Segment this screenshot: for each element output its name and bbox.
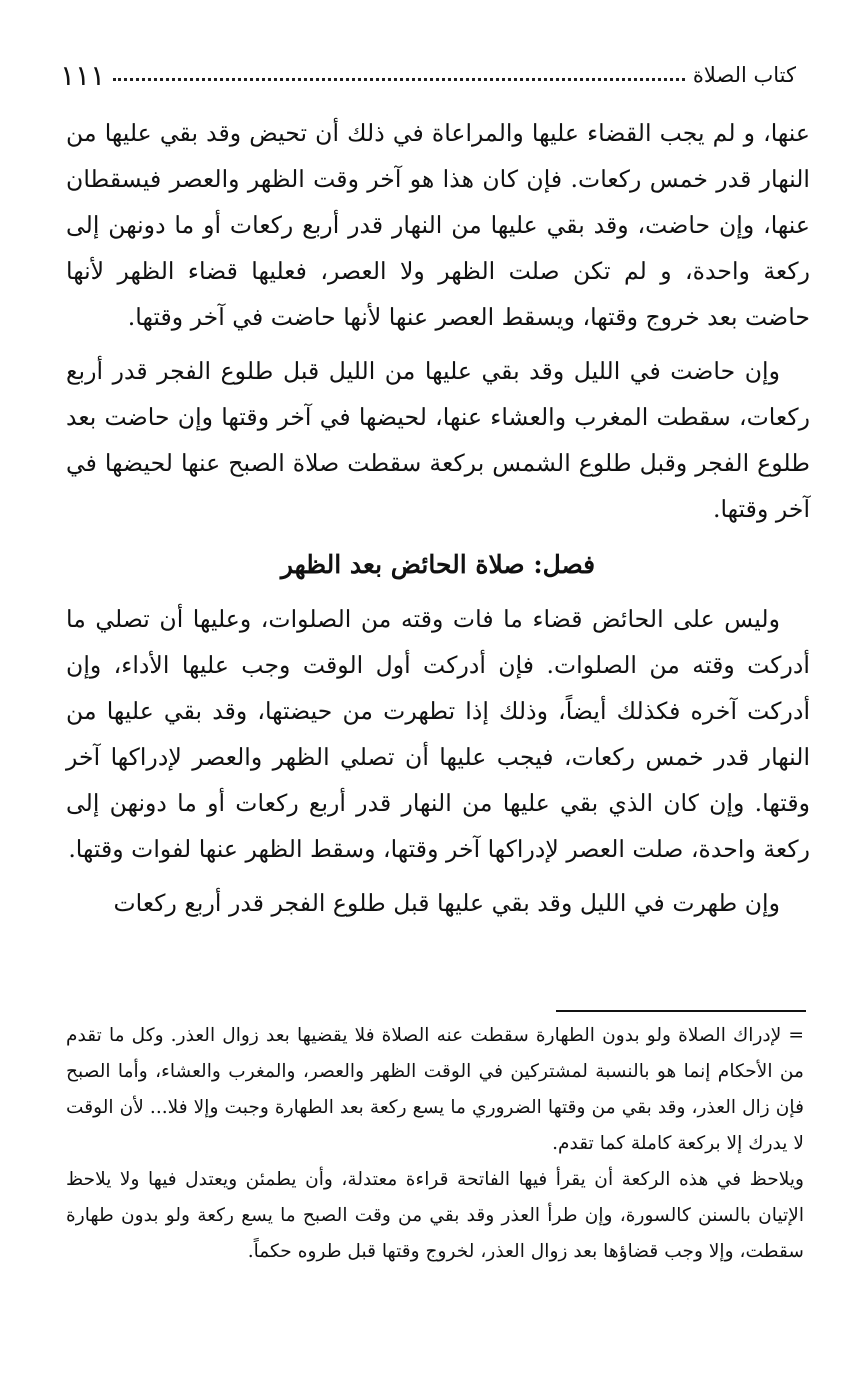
footnote-second: ويلاحظ في هذه الركعة أن يقرأ فيها الفاتحة قراءة معتدلة، وأن يطمئن ويعتدل فيها ولا يلاحظ الإتيان بالسنن كالسورة، وإن طرأ العذر وقد بقي من وقت الصبح ما يسع ركعة ولو بدون طهارة سقطت، وإلا وجب قضاؤها بعد زوال العذر، لخروج وقتها قبل طروه حكماً. bbox=[66, 1169, 804, 1262]
paragraph-continuation: عنها، و لم يجب القضاء عليها والمراعاة في ذلك أن تحيض وقد بقي عليها من النهار قدر خمس ركعات. فإن كان هذا هو آخر وقت الظهر والعصر فيسقطان عنها، وإن حاضت، وقد بقي عليها من النهار قدر أربع ركعات أو ما دونهن إلى ركعة واحدة، و لم تكن صلت الظهر ولا العصر، فعليها قضاء الظهر لأنها حاضت بعد خروج وقتها، ويسقط العصر عنها لأنها حاضت في آخر وقتها. bbox=[66, 119, 810, 331]
main-text bbox=[66, 110, 810, 934]
section-heading: فصل: صلاة الحائض بعد الظهر bbox=[280, 550, 596, 579]
paragraph-no-makeup: وليس على الحائض قضاء ما فات وقته من الصلوات، وعليها أن تصلي ما أدركت وقته من الصلوات. فإن أدركت أول الوقت وجب عليها الأداء، وإن أدركت آخره فكذلك أيضاً، وذلك إذا تطهرت من حيضتها، وقد بقي عليها من النهار قدر خمس ركعات، فيجب عليها أن تصلي الظهر والعصر لإدراكها آخر وقتها. وإن كان الذي بقي عليها من النهار قدر أربع ركعات أو ما دونهن إلى ركعة واحدة، صلت العصر لإدراكها آخر وقتها، وسقط الظهر عنها لفوات وقتها. bbox=[66, 605, 810, 863]
footnote-continued: = لإدراك الصلاة ولو بدون الطهارة سقطت عنه الصلاة فلا يقضيها بعد زوال العذر. وكل ما تقدم من الأحكام إنما هو بالنسبة لمشتركين في الوقت الظهر والعصر، والمغرب والعشاء، وأما الصبح فإن زال العذر، وقد بقي من وقتها الضروري ما يسع ركعة بعد الطهارة وجبت وإلا فلا... لأن الوقت لا يدرك إلا بركعة كاملة كما تقدم. bbox=[66, 1025, 804, 1154]
paragraph-night-menstruation: وإن حاضت في الليل وقد بقي عليها من الليل قبل طلوع الفجر قدر أربع ركعات، سقطت المغرب والعشاء عنها، لحيضها في آخر وقتها وإن حاضت بعد طلوع الفجر وقبل طلوع الشمس بركعة سقطت صلاة الصبح عنها لحيضها في آخر وقتها. bbox=[66, 357, 810, 523]
paragraph-purified-at-night: وإن طهرت في الليل وقد بقي عليها قبل طلوع الفجر قدر أربع ركعات bbox=[113, 889, 780, 917]
page-header bbox=[60, 58, 796, 92]
page-number: ١١١ bbox=[60, 58, 106, 92]
running-title: كتاب الصلاة bbox=[692, 63, 796, 87]
footnote-separator bbox=[556, 1010, 806, 1012]
footnotes bbox=[66, 1018, 804, 1270]
header-dotted-leader bbox=[113, 78, 685, 81]
